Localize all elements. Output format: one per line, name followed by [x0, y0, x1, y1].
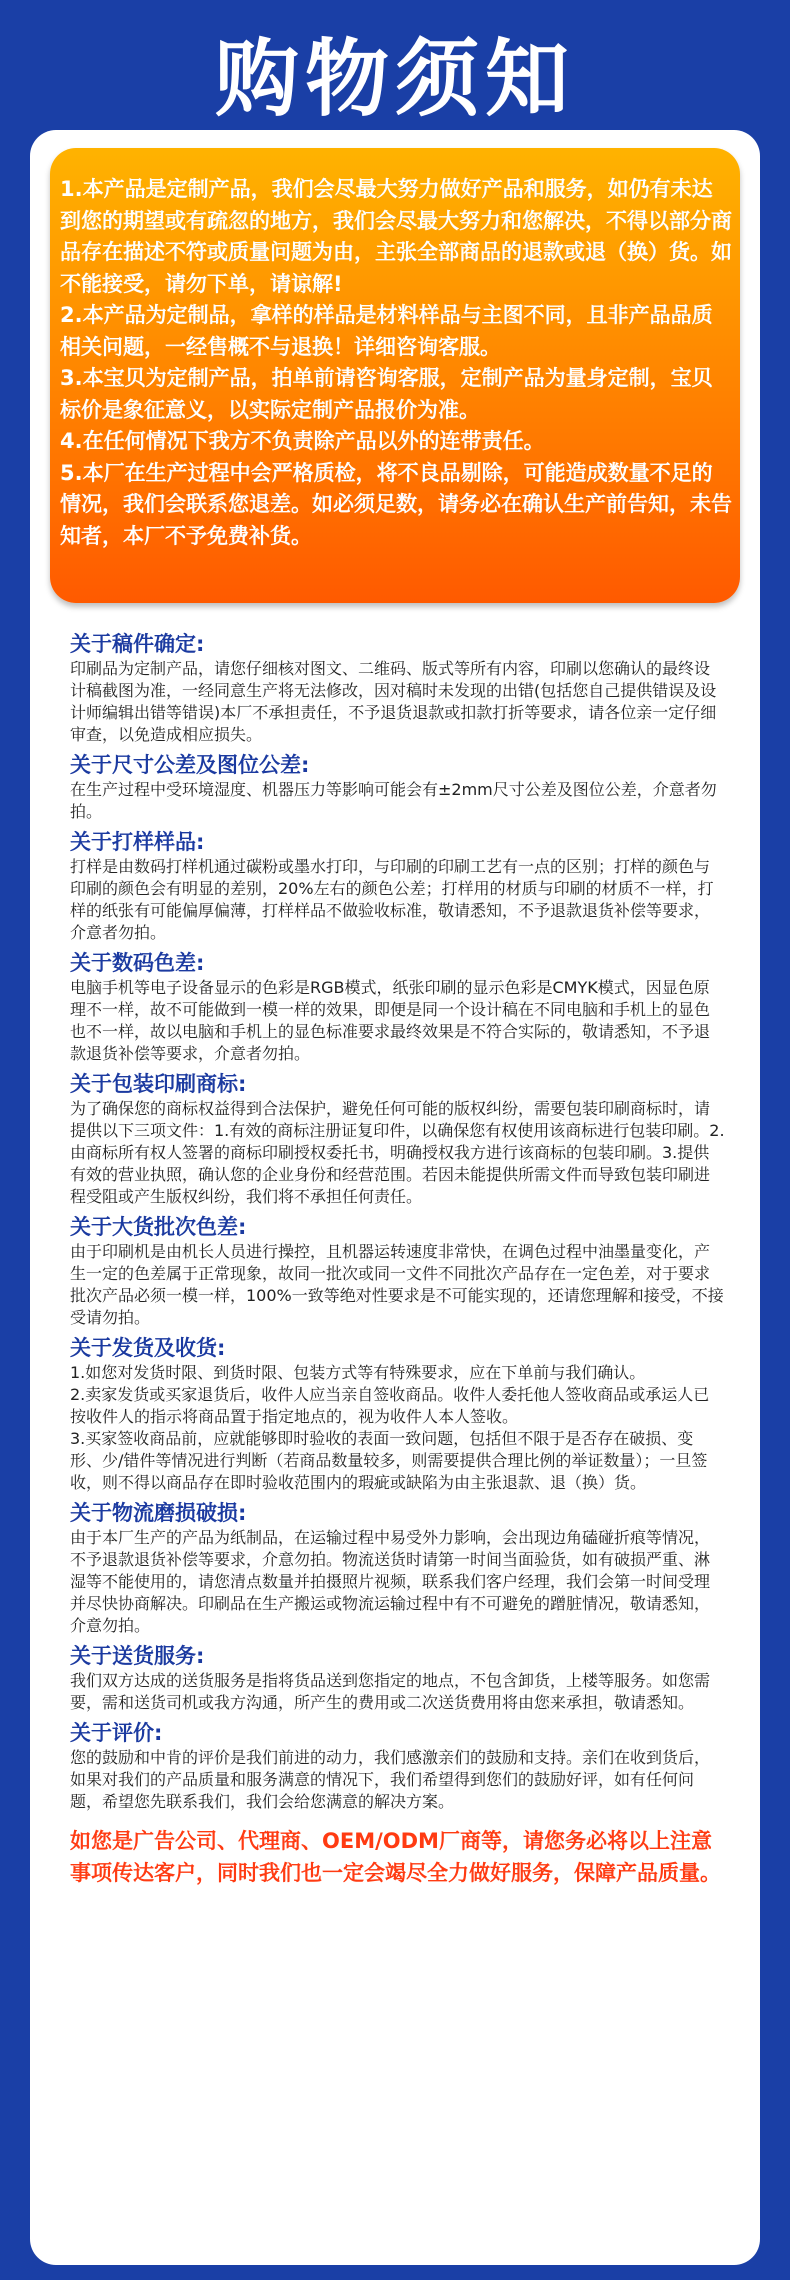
- section-batch-color: [70, 1213, 725, 1329]
- content-card: [30, 130, 760, 2265]
- policy-sections: [70, 625, 725, 1889]
- section-title: 关于包装印刷商标:: [70, 1072, 247, 1096]
- section-reviews: [70, 1719, 725, 1813]
- section-body: 您的鼓励和中肯的评价是我们前进的动力，我们感激亲们的鼓励和支持。亲们在收到货后，如果对我们的产品质量和服务满意的情况下，我们希望得到您们的鼓励好评，如有任何问题，希望您先联系我们，我们会给您满意的解决方案。: [70, 1748, 711, 1811]
- section-title: 关于尺寸公差及图位公差:: [70, 753, 310, 777]
- section-trademark-printing: [70, 1070, 725, 1208]
- section-logistics-damage: [70, 1499, 725, 1637]
- section-title: 关于发货及收货:: [70, 1336, 226, 1360]
- section-size-tolerance: [70, 751, 725, 823]
- section-delivery-service: [70, 1642, 725, 1714]
- section-title: 关于打样样品:: [70, 830, 205, 854]
- section-title: 关于稿件确定:: [70, 632, 205, 656]
- section-proof-samples: [70, 828, 725, 944]
- section-title: 关于大货批次色差:: [70, 1215, 247, 1239]
- section-body: 打样是由数码打样机通过碳粉或墨水打印，与印刷的印刷工艺有一点的区别；打样的颜色与印刷的颜色会有明显的差别，20%左右的颜色公差；打样用的材质与印刷的材质不一样，打样的纸张有可能偏厚偏薄，打样样品不做验收标准，敬请悉知，不予退款退货补偿等要求，介意者勿拍。: [70, 857, 714, 942]
- page-title: 购物须知: [214, 30, 575, 128]
- section-body: 由于印刷机是由机长人员进行操控，且机器运转速度非常快，在调色过程中油墨量变化，产生一定的色差属于正常现象，故同一批次或同一文件不同批次产品存在一定色差，对于要求批次产品必须一模一样，100%一致等绝对性要求是不可能实现的，还请您理解和接受，不接受请勿拍。: [70, 1242, 724, 1327]
- section-title: 关于评价:: [70, 1721, 163, 1745]
- section-digital-color: [70, 949, 725, 1065]
- section-body: 1.如您对发货时限、到货时限、包装方式等有特殊要求，应在下单前与我们确认。 2.卖家发货或买家退货后，收件人应当亲自签收商品。收件人委托他人签收商品或承运人已按收件人的指示将商品置于指定地点的，视为收件人本人签收。 3.买家签收商品前，应就能够即时验收的表面一致问题，包括但不限于是否存在破损、变形、少/错件等情况进行判断（若商品数量较多，则需要提供合理比例的举证数量）；一旦签收，则不得以商品存在即时验收范围内的瑕疵或缺陷为由主张退款、退（换）货。: [70, 1363, 710, 1492]
- section-title: 关于送货服务:: [70, 1644, 205, 1668]
- notice-list: [60, 174, 732, 552]
- notice-item: 4.在任何情况下我方不负责除产品以外的连带责任。: [60, 429, 545, 453]
- notice-item: 1.本产品是定制产品，我们会尽最大努力做好产品和服务，如仍有未达到您的期望或有疏忽的地方，我们会尽最大努力和您解决，不得以部分商品存在描述不符或质量问题为由，主张全部商品的退款或退（换）货。如不能接受，请勿下单，请谅解!: [60, 177, 732, 296]
- section-body: 我们双方达成的送货服务是指将货品送到您指定的地点，不包含卸货，上楼等服务。如您需要，需和送货司机或我方沟通，所产生的费用或二次送货费用将由您来承担，敬请悉知。: [70, 1671, 711, 1712]
- section-title: 关于物流磨损破损:: [70, 1501, 247, 1525]
- section-title: 关于数码色差:: [70, 951, 205, 975]
- footer-note: 如您是广告公司、代理商、OEM/ODM厂商等，请您务必将以上注意事项传达客户，同时我们也一定会竭尽全力做好服务，保障产品质量。: [70, 1829, 721, 1885]
- section-body: 为了确保您的商标权益得到合法保护，避免任何可能的版权纠纷，需要包装印刷商标时，请提供以下三项文件：1.有效的商标注册证复印件，以确保您有权使用该商标进行包装印刷。2.由商标所有权人签署的商标印刷授权委托书，明确授权我方进行该商标的包装印刷。3.提供有效的营业执照，确认您的企业身份和经营范围。若因未能提供所需文件而导致包装印刷进程受阻或产生版权纠纷，我们将不承担任何责任。: [70, 1099, 725, 1206]
- section-body: 由于本厂生产的产品为纸制品，在运输过程中易受外力影响，会出现边角磕碰折痕等情况，不予退款退货补偿等要求，介意勿拍。物流送货时请第一时间当面验货，如有破损严重、淋湿等不能使用的，请您清点数量并拍摄照片视频，联系我们客户经理，我们会第一时间受理并尽快协商解决。印刷品在生产搬运或物流运输过程中有不可避免的蹭脏情况，敬请悉知，介意勿拍。: [70, 1528, 711, 1635]
- notice-item: 3.本宝贝为定制产品，拍单前请咨询客服，定制产品为量身定制，宝贝标价是象征意义，以实际定制产品报价为准。: [60, 366, 713, 422]
- notice-item: 2.本产品为定制品，拿样的样品是材料样品与主图不同，且非产品品质相关问题，一经售概不与退换！详细咨询客服。: [60, 303, 713, 359]
- section-shipping-receiving: [70, 1334, 725, 1494]
- section-draft-confirmation: [70, 630, 725, 746]
- section-body: 印刷品为定制产品，请您仔细核对图文、二维码、版式等所有内容，印刷以您确认的最终设计稿截图为准，一经同意生产将无法修改，因对稿时未发现的出错(包括您自己提供错误及设计师编辑出错等错误)本厂不承担责任，不予退货退款或扣款打折等要求，请各位亲一定仔细审查，以免造成相应损失。: [70, 659, 717, 744]
- notice-item: 5.本厂在生产过程中会严格质检，将不良品剔除，可能造成数量不足的情况，我们会联系您退差。如必须足数，请务必在确认生产前告知，未告知者，本厂不予免费补货。: [60, 460, 732, 548]
- notice-box: [50, 148, 740, 603]
- section-body: 电脑手机等电子设备显示的色彩是RGB模式，纸张印刷的显示色彩是CMYK模式，因显色原理不一样，故不可能做到一模一样的效果，即便是同一个设计稿在不同电脑和手机上的显色也不一样，故以电脑和手机上的显色标准要求最终效果是不符合实际的，敬请悉知，不予退款退货补偿等要求，介意者勿拍。: [70, 978, 711, 1063]
- section-body: 在生产过程中受环境湿度、机器压力等影响可能会有±2mm尺寸公差及图位公差，介意者勿拍。: [70, 780, 717, 821]
